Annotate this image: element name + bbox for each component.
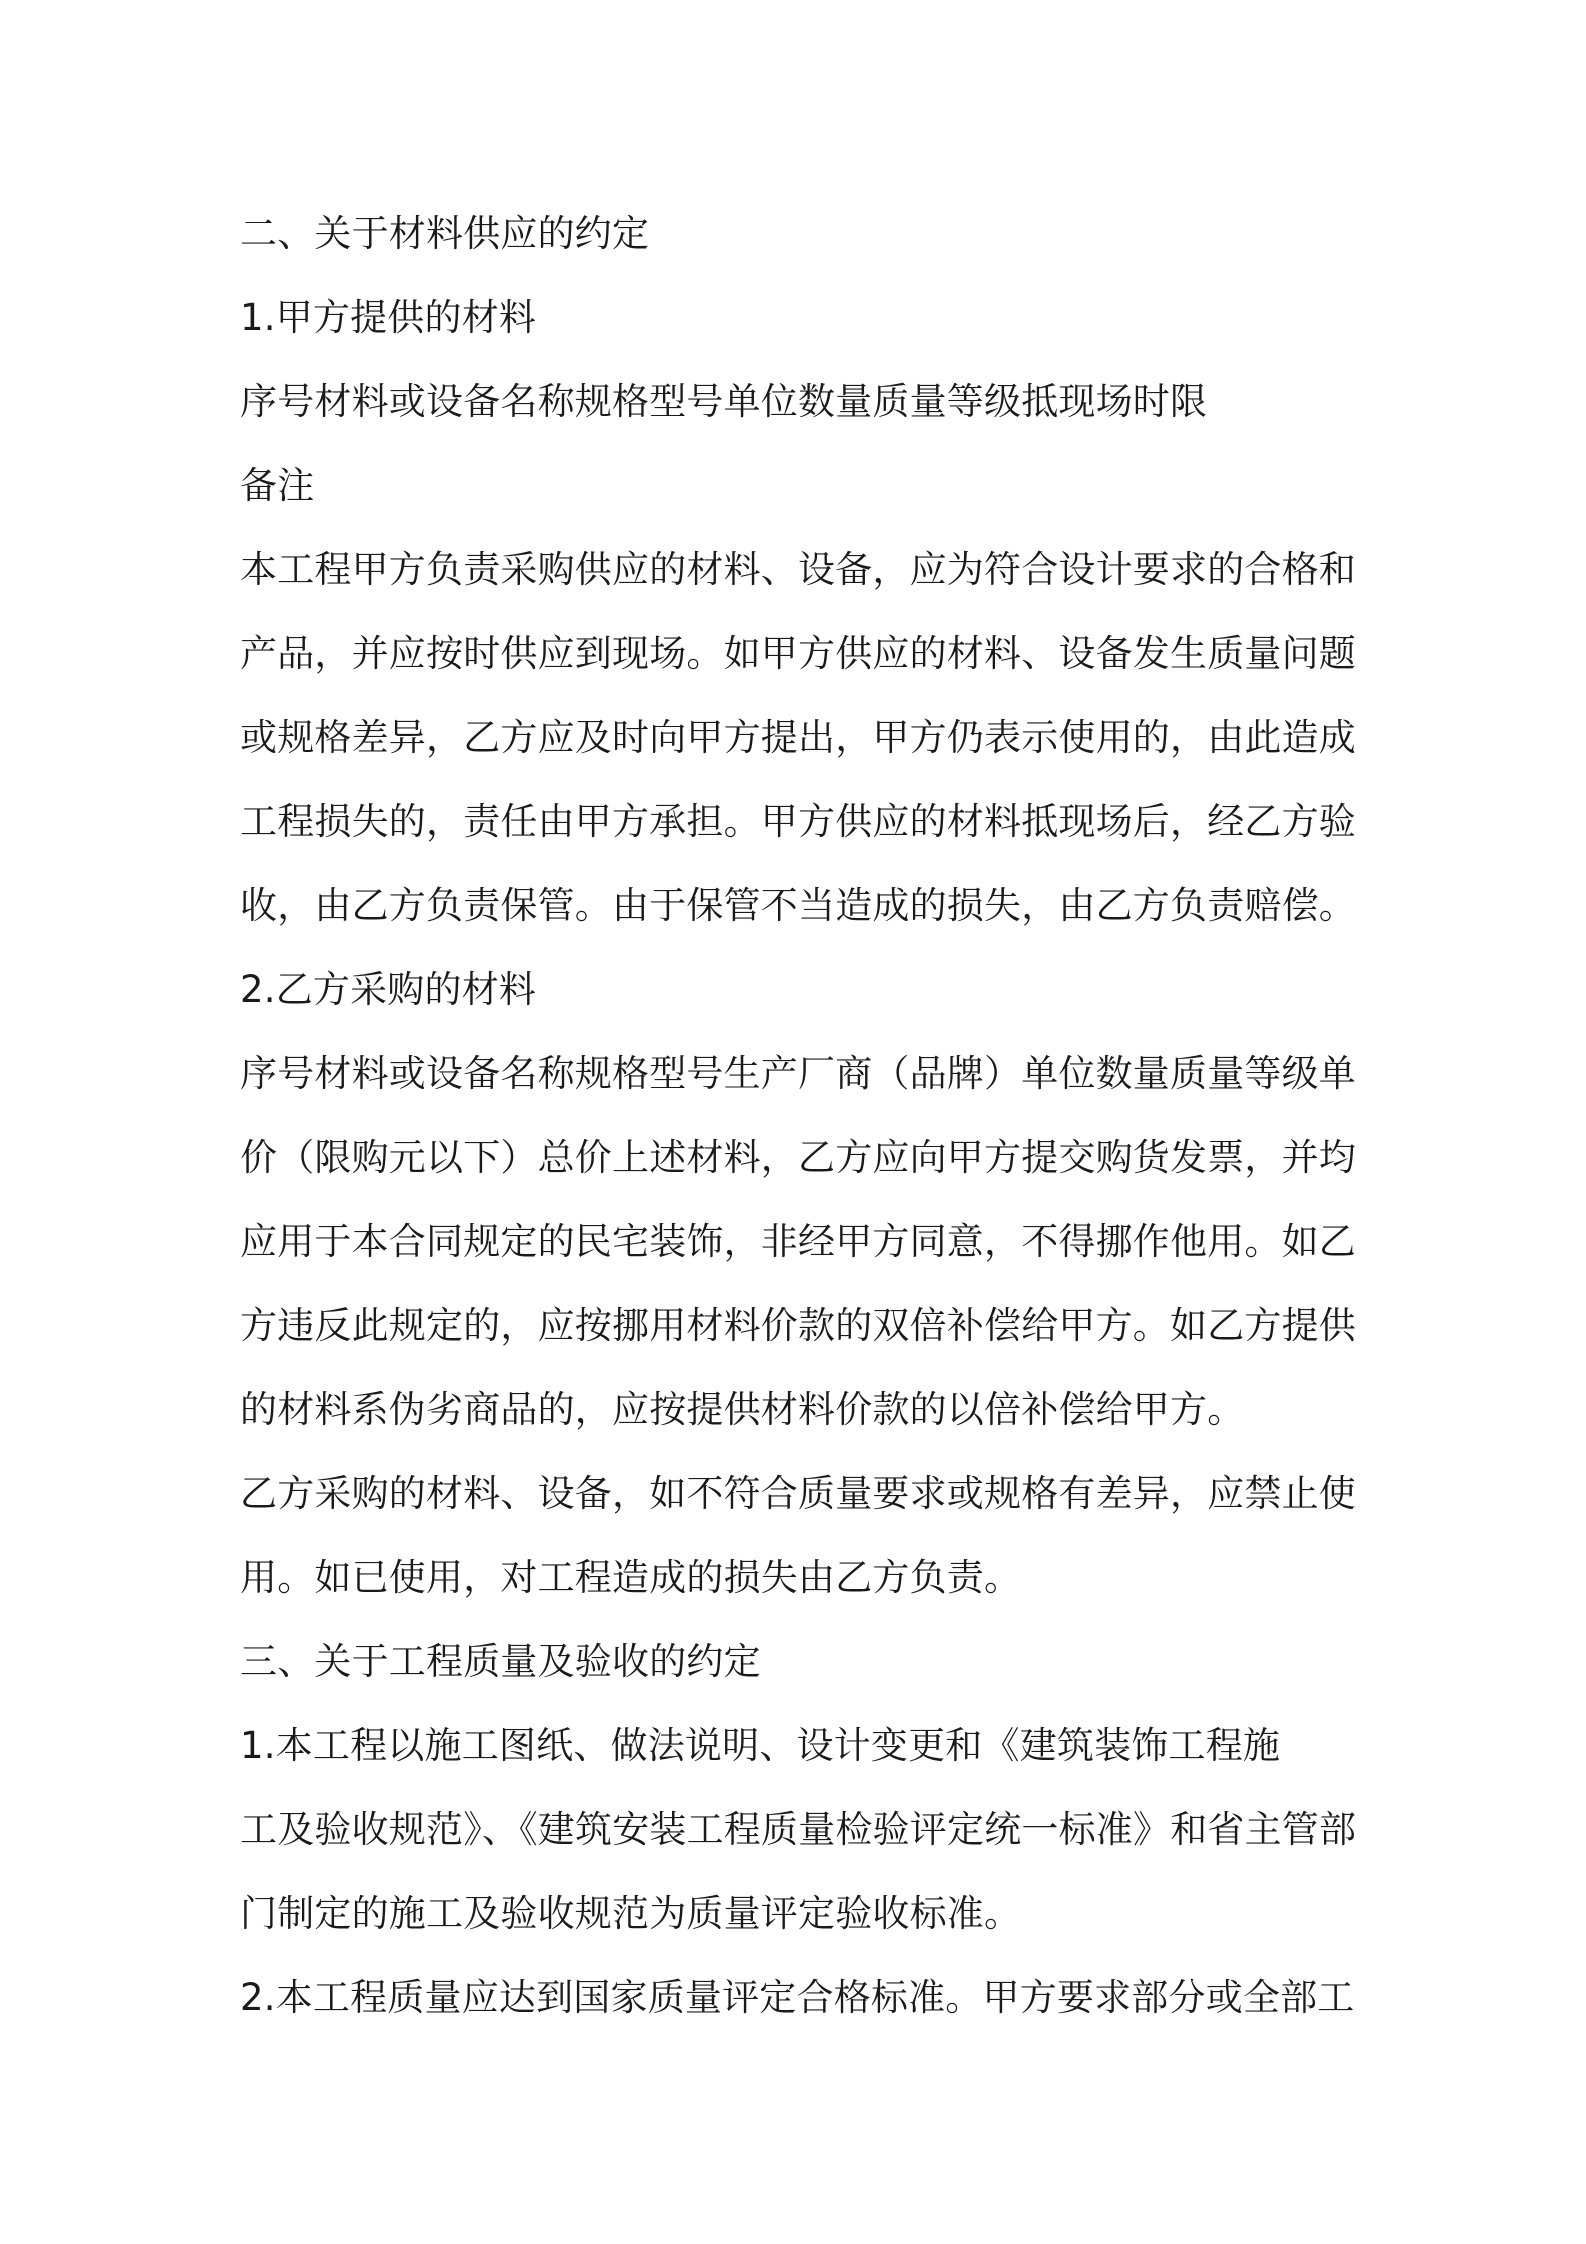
table-header-remarks: 备注 xyxy=(240,464,315,507)
paragraph-line: 的材料系伪劣商品的，应按提供材料价款的以倍补偿给甲方。 xyxy=(240,1388,1245,1431)
subheading-party-a-materials: 1.甲方提供的材料 xyxy=(240,296,537,339)
paragraph-line: 工程损失的，责任由甲方承担。甲方供应的材料抵现场后，经乙方验 xyxy=(240,800,1356,843)
paragraph-line: 方违反此规定的，应按挪用材料价款的双倍补偿给甲方。如乙方提供 xyxy=(240,1304,1356,1347)
paragraph-line: 用。如已使用，对工程造成的损失由乙方负责。 xyxy=(240,1556,1022,1599)
paragraph-line: 收，由乙方负责保管。由于保管不当造成的损失，由乙方负责赔偿。 xyxy=(240,884,1356,927)
table-header-party-a-materials: 序号材料或设备名称规格型号单位数量质量等级抵现场时限 xyxy=(240,380,1208,423)
paragraph-line: 应用于本合同规定的民宅装饰，非经甲方同意，不得挪作他用。如乙 xyxy=(240,1220,1356,1263)
paragraph-line: 序号材料或设备名称规格型号生产厂商（品牌）单位数量质量等级单 xyxy=(240,1052,1356,1095)
paragraph-line: 价（限购元以下）总价上述材料，乙方应向甲方提交购货发票，并均 xyxy=(240,1136,1356,1179)
paragraph-line: 产品，并应按时供应到现场。如甲方供应的材料、设备发生质量问题 xyxy=(240,632,1356,675)
document-body xyxy=(240,192,1360,2040)
section-heading-material-supply: 二、关于材料供应的约定 xyxy=(240,212,650,255)
paragraph-line: 工及验收规范》、《建筑安装工程质量检验评定统一标准》和省主管部 xyxy=(240,1808,1357,1851)
paragraph-line: 乙方采购的材料、设备，如不符合质量要求或规格有差异，应禁止使 xyxy=(240,1472,1356,1515)
paragraph-line: 门制定的施工及验收规范为质量评定验收标准。 xyxy=(240,1892,1022,1935)
paragraph-line: 本工程甲方负责采购供应的材料、设备，应为符合设计要求的合格和 xyxy=(240,548,1356,591)
section-heading-quality-acceptance: 三、关于工程质量及验收的约定 xyxy=(240,1640,761,1683)
subheading-party-b-materials: 2.乙方采购的材料 xyxy=(240,968,537,1011)
paragraph-line: 或规格差异，乙方应及时向甲方提出，甲方仍表示使用的，由此造成 xyxy=(240,716,1356,759)
paragraph-line: 2.本工程质量应达到国家质量评定合格标准。甲方要求部分或全部工 xyxy=(240,1976,1355,2019)
paragraph-line: 1.本工程以施工图纸、做法说明、设计变更和《建筑装饰工程施 xyxy=(240,1724,1281,1767)
